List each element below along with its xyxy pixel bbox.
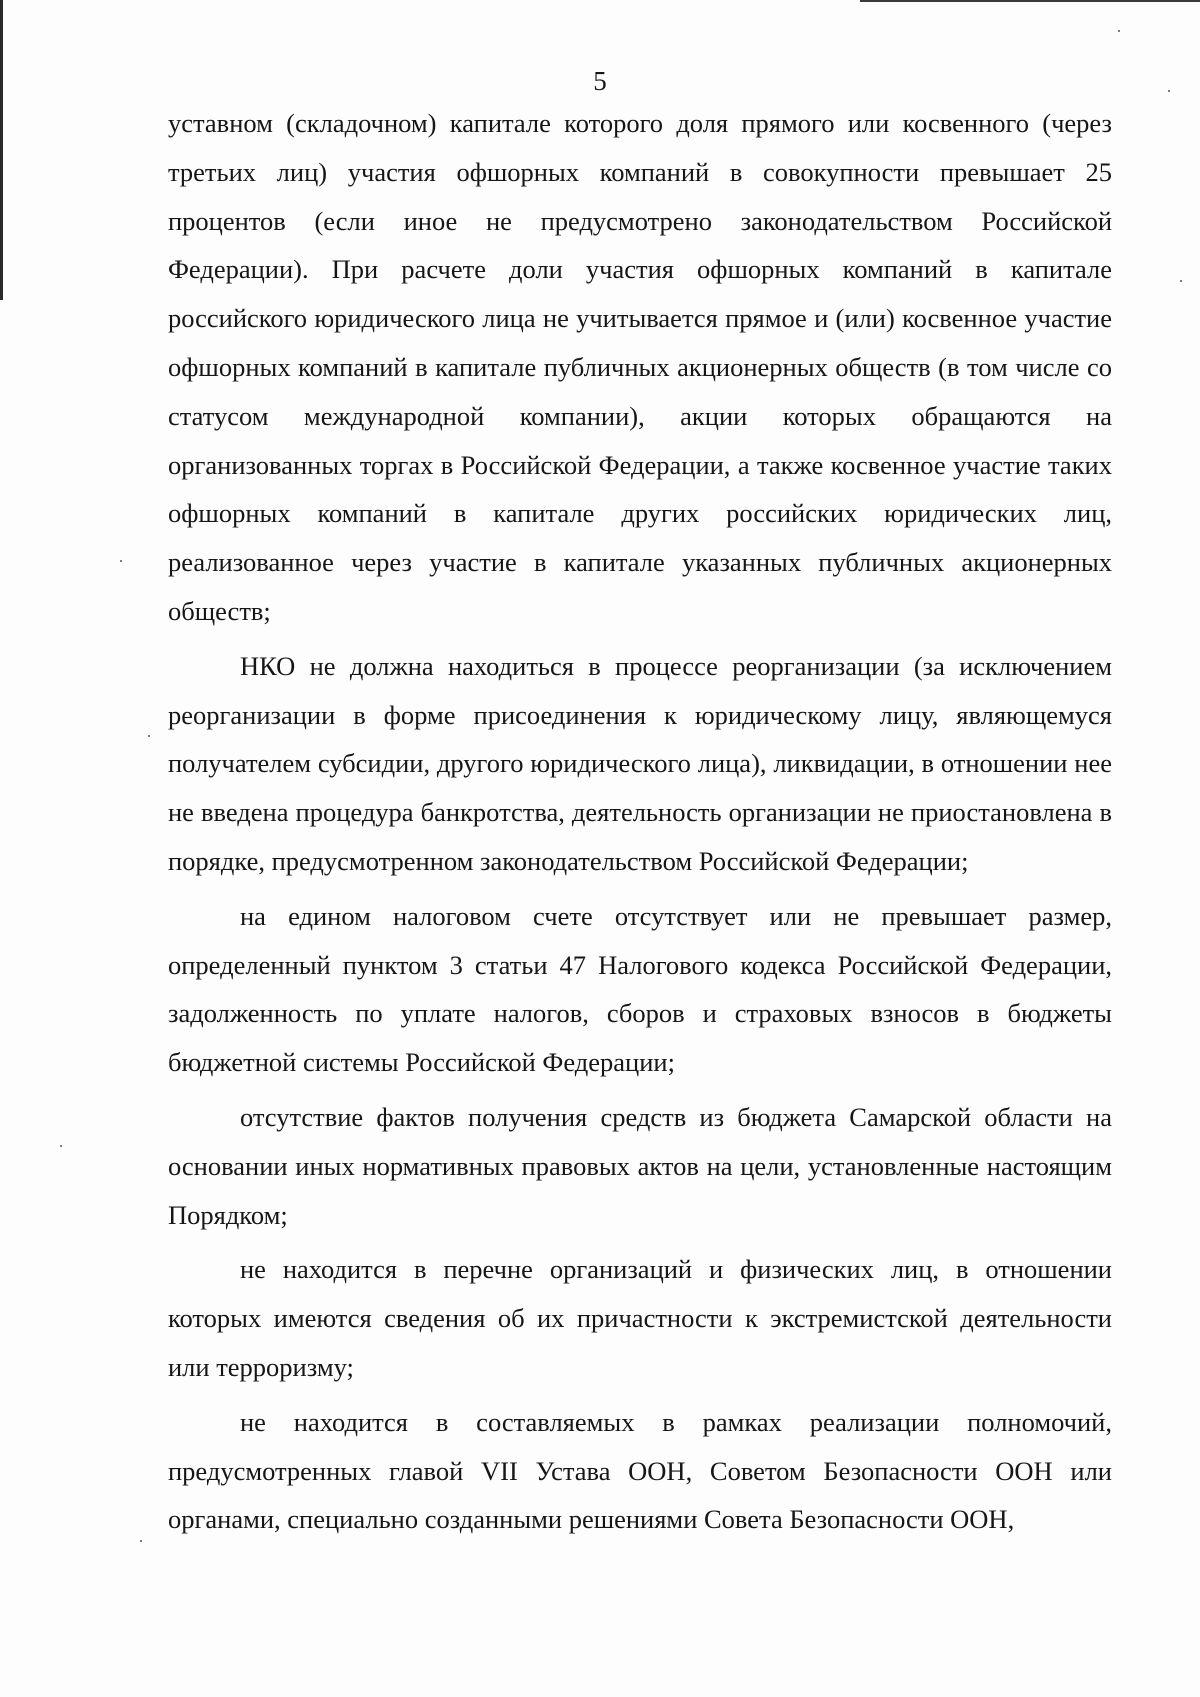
- paragraph-nko-reorganization: НКО не должна находиться в процессе реорганизации (за исключением реорганизации в форме присоединения к юридическому лицу, являющемуся получателем субсидии, другого юридического лица), ликвидации, в отношении нее не введена процедура банкротства, деятельность организации не приостановлена в порядке, предусмотренном законодательством Российской Федерации;: [168, 650, 1112, 876]
- paragraph-extremism-list: не находится в перечне организаций и физических лиц, в отношении которых имеются сведения об их причастности к экстремистской деятельности или терроризму;: [168, 1254, 1112, 1382]
- paragraph-un-lists: не находится в составляемых в рамках реализации полномочий, предусмотренных главой VII Устава ООН, Советом Безопасности ООН или органами, специально созданными решениями Совета Безопасности ООН,: [168, 1406, 1112, 1535]
- document-body: [168, 99, 1112, 1544]
- scan-speck: [148, 735, 150, 737]
- page-number: 5: [593, 66, 607, 96]
- paragraph-continuation: уставном (складочном) капитале которого доля прямого или косвенного (через третьих лиц) участия офшорных компаний в совокупности превышает 25 процентов (если иное не предусмотрено законодательством Российской Федерации). При расчете доли участия офшорных компаний в капитале российского юридического лица не учитывается прямое и (или) косвенное участие офшорных компаний в капитале публичных акционерных обществ (в том числе со статусом международной компании), акции которых обращаются на организованных торгах в Российской Федерации, а также косвенное участие таких офшорных компаний в капитале других российских юридических лиц, реализованное через участие в капитале указанных публичных акционерных обществ;: [168, 108, 1112, 626]
- scan-speck: [60, 1145, 62, 1147]
- scan-speck: [1168, 90, 1170, 92]
- scan-left-edge: [0, 0, 3, 300]
- paragraph-tax-account: на едином налоговом счете отсутствует или не превышает размер, определенный пунктом 3 статьи 47 Налогового кодекса Российской Федерации, задолженность по уплате налогов, сборов и страховых взносов в бюджеты бюджетной системы Российской Федерации;: [168, 900, 1112, 1078]
- scan-speck: [1118, 30, 1120, 32]
- paragraph-budget-funds: отсутствие фактов получения средств из бюджета Самарской области на основании иных нормативных правовых актов на цели, установленные настоящим Порядком;: [168, 1101, 1112, 1230]
- scan-speck: [120, 560, 122, 562]
- scan-top-edge: [860, 0, 1200, 2]
- scan-speck: [1180, 280, 1182, 282]
- scan-speck: [140, 1540, 142, 1542]
